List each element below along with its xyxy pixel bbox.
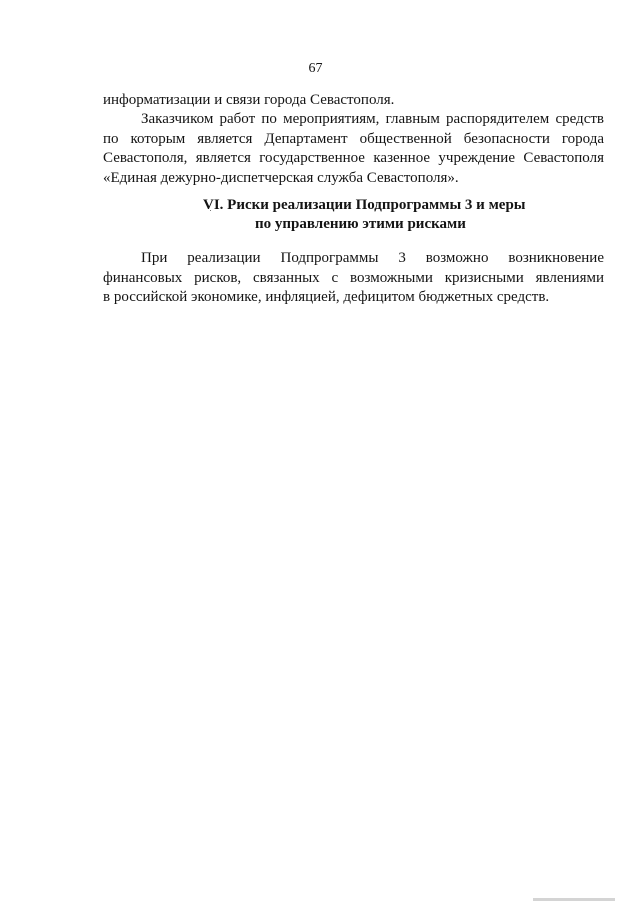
paragraph-customer bbox=[103, 110, 604, 188]
paragraph-line: «Единая дежурно-диспетчерская служба Севастополя». bbox=[103, 169, 459, 186]
section-heading-line: по управлению этими рисками bbox=[255, 216, 466, 232]
paragraph-line: информатизации и связи города Севастополя. bbox=[103, 92, 395, 108]
paragraph-line: по которым является Департамент общественной безопасности города bbox=[103, 130, 604, 147]
paragraph-line: При реализации Подпрограммы 3 возможно возникновение bbox=[141, 250, 604, 266]
paragraph-line: Севастополя, является государственное казенное учреждение Севастополя bbox=[103, 150, 604, 166]
paragraph-line: Заказчиком работ по мероприятиям, главным распорядителем средств bbox=[141, 111, 604, 127]
section-heading bbox=[103, 196, 604, 234]
page-number: 67 bbox=[308, 61, 323, 76]
section-heading-line: VI. Риски реализации Подпрограммы 3 и меры bbox=[203, 197, 526, 213]
paragraph-continuation bbox=[103, 91, 604, 111]
paragraph-line: финансовых рисков, связанных с возможными кризисными явлениями bbox=[103, 269, 604, 286]
paragraph-line: в российской экономике, инфляцией, дефицитом бюджетных средств. bbox=[103, 289, 550, 305]
scan-artifact-bar bbox=[533, 898, 615, 901]
paragraph-risks bbox=[103, 249, 604, 308]
